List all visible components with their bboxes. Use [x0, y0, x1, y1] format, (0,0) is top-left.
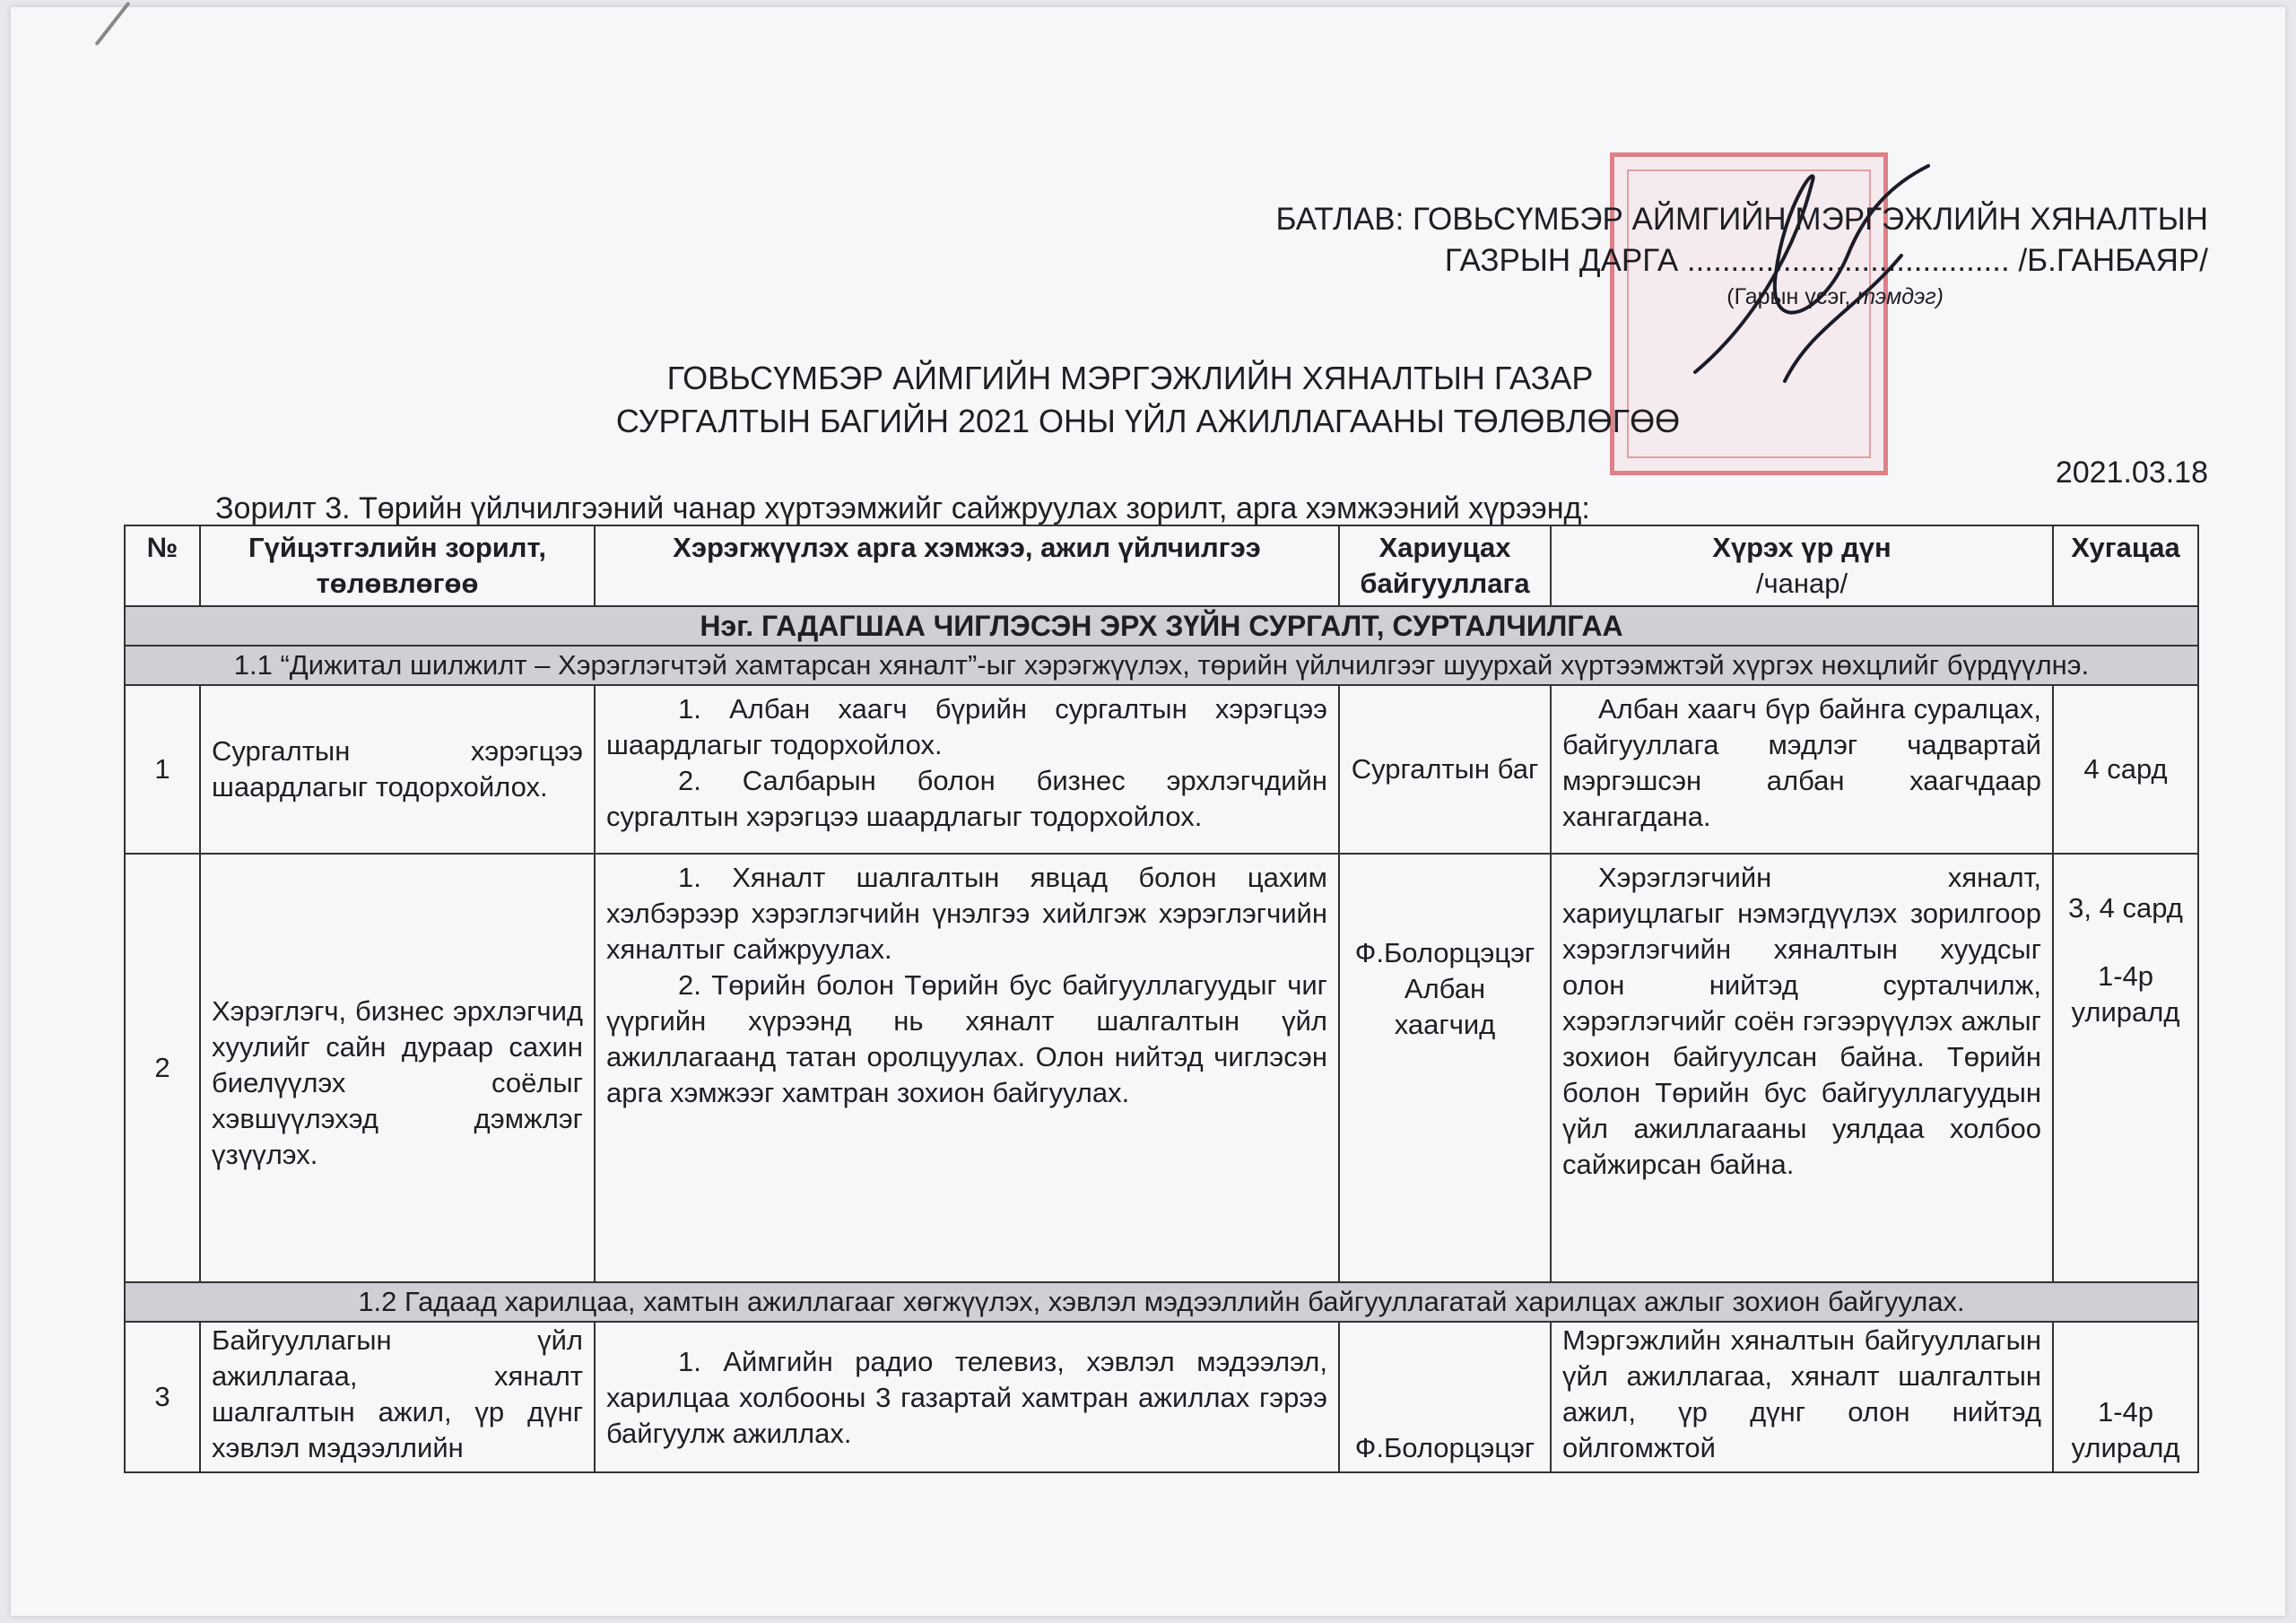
row-actions: [595, 854, 1339, 1282]
action-text: Хяналт шалгалтын явцад болон цахим хэлбэрээр хэрэглэгчийн үнэлгээ хийлгэж хэрэглэгчийн хяналтыг сайжруулах.: [606, 862, 1327, 965]
action-item: [606, 968, 1327, 1111]
header-result-line-2: /чанар/: [1755, 568, 1848, 599]
action-number: 1.: [678, 1346, 701, 1377]
approval-block: [1276, 199, 2208, 312]
action-text: Салбарын болон бизнес эрхлэгчдийн сургалтын хэрэгцээ шаардлагыг тодорхойлох.: [606, 765, 1327, 832]
document-title-line-2: СУРГАЛТЫН БАГИЙН 2021 ОНЫ ҮЙЛ АЖИЛЛАГААНЫ ТӨЛӨВЛӨГӨӨ: [615, 403, 1681, 439]
responsible-line-1: Ф.Болорцэцэг: [1354, 937, 1535, 968]
header-action: Хэрэгжүүлэх арга хэмжээ, ажил үйлчилгээ: [595, 525, 1339, 606]
action-number: 2.: [678, 765, 701, 796]
subsection-row: [125, 1282, 2198, 1322]
staple-mark: [94, 1, 130, 46]
header-deadline: Хугацаа: [2053, 525, 2198, 606]
document-title-line-1: ГОВЬСҮМБЭР АЙМГИЙН МЭРГЭЖЛИЙН ХЯНАЛТЫН ГАЗАР: [666, 360, 1594, 396]
section-row: [125, 606, 2198, 646]
deadline-line-2: 1-4р улиралд: [2071, 960, 2180, 1028]
row-number: 2: [125, 854, 200, 1282]
subsection-1-2: 1.2 Гадаад харилцаа, хамтын ажиллагааг хөгжүүлэх, хэвлэл мэдээллийн байгууллагатай харилцах ажлыг зохион байгуулах.: [125, 1282, 2198, 1322]
action-item: [606, 860, 1327, 968]
plan-table: [124, 525, 2199, 1473]
table-row: [125, 1322, 2198, 1472]
action-item: [606, 1344, 1327, 1452]
row-responsible: Сургалтын баг: [1339, 685, 1551, 854]
responsible-line-2: Албан хаагчид: [1394, 973, 1496, 1040]
row-number: 1: [125, 685, 200, 854]
header-result: [1551, 525, 2053, 606]
row-deadline: [2053, 854, 2198, 1282]
row-actions: [595, 685, 1339, 854]
header-goal: Гүйцэтгэлийн зорилт, төлөвлөгөө: [200, 525, 595, 606]
row-goal: Сургалтын хэрэгцээ шаардлагыг тодорхойлох.: [200, 685, 595, 854]
row-result: Хэрэглэгчийн хяналт, хариуцлагыг нэмэгдүүлэх зорилгоор хэрэглэгчийн хяналтын хуудсыг олон нийтэд сурталчилж, хэрэглэгчийг соён гэгээрүүлэх ажлыг зохион байгуулсан байна. Төрийн болон Төрийн бус байгууллагуудын үйл ажиллагааны уялдаа холбоо сайжирсан байна.: [1551, 854, 2053, 1282]
deadline-line-1: 3, 4 сард: [2068, 892, 2183, 924]
row-goal: Байгууллагын үйл ажиллагаа, хяналт шалгалтын ажил, үр дүнг хэвлэл мэдээллийн: [200, 1322, 595, 1472]
table-row: [125, 685, 2198, 854]
section-title: Нэг. ГАДАГШАА ЧИГЛЭСЭН ЭРХ ЗҮЙН СУРГАЛТ, СУРТАЛЧИЛГАА: [125, 606, 2198, 646]
approval-line-2: ГАЗРЫН ДАРГА ..................................... /Б.ГАНБАЯР/: [1444, 243, 2208, 278]
table-header-row: [125, 525, 2198, 606]
row-number: 3: [125, 1322, 200, 1472]
row-result: Албан хаагч бүр байнга суралцах, байгууллага мэдлэг чадвартай мэргэшсэн албан хаагчдаар хангагдана.: [1551, 685, 2053, 854]
row-actions: [595, 1322, 1339, 1472]
action-item: [606, 763, 1327, 835]
action-text: Төрийн болон Төрийн бус байгууллагуудыг чиг үүргийн хүрээнд нь хяналт шалгалтын үйл ажиллагаанд татан оролцуулах. Олон нийтэд чиглэсэн арга хэмжээг хамтран зохион байгуулах.: [606, 969, 1327, 1108]
approval-note-italic: тэмдэг): [1857, 284, 1944, 309]
action-text: Албан хаагч бүрийн сургалтын хэрэгцээ шаардлагыг тодорхойлох.: [606, 693, 1328, 760]
row-goal: Хэрэглэгч, бизнес эрхлэгчид хуулийг сайн дураар сахин биелүүлэх соёлыг хэвшүүлэхэд дэмжлэг үзүүлэх.: [200, 854, 595, 1282]
subsection-row: [125, 646, 2198, 685]
action-number: 1.: [678, 862, 701, 893]
goal-statement: Зорилт 3. Төрийн үйлчилгээний чанар хүртээмжийг сайжруулах зорилт, арга хэмжээний хүрээнд:: [215, 491, 1590, 525]
action-text: Аймгийн радио телевиз, хэвлэл мэдээлэл, харилцаа холбооны 3 газартай хамтран ажиллах гэрээ байгуулж ажиллах.: [606, 1346, 1327, 1449]
row-result: Мэргэжлийн хяналтын байгууллагын үйл ажиллагаа, хяналт шалгалтын ажил, үр дүнг олон нийтэд ойлгомжтой: [1551, 1322, 2053, 1472]
action-number: 2.: [678, 969, 701, 1001]
approval-note-prefix: (Гарын үсэг,: [1726, 284, 1857, 309]
document-date: 2021.03.18: [2055, 456, 2208, 490]
approval-note: [1276, 282, 1944, 312]
header-responsible: Хариуцах байгууллага: [1339, 525, 1551, 606]
table-row: [125, 854, 2198, 1282]
action-item: [606, 691, 1327, 763]
action-number: 1.: [678, 693, 701, 725]
approval-line-1: БАТЛАВ: ГОВЬСҮМБЭР АЙМГИЙН МЭРГЭЖЛИЙН ХЯНАЛТЫН: [1275, 202, 2208, 237]
subsection-1-1: 1.1 “Дижитал шилжилт – Хэрэглэгчтэй хамтарсан хяналт”-ыг хэрэгжүүлэх, төрийн үйлчилгээг шуурхай хүртээмжтэй хүргэх нөхцлийг бүрдүүлнэ.: [125, 646, 2198, 685]
header-no: №: [125, 525, 200, 606]
header-result-line-1: Хүрэх үр дүн: [1712, 532, 1892, 563]
row-deadline: 4 сард: [2053, 685, 2198, 854]
row-responsible: [1339, 854, 1551, 1282]
row-responsible: Ф.Болорцэцэг: [1339, 1322, 1551, 1472]
row-deadline: 1-4р улиралд: [2053, 1322, 2198, 1472]
